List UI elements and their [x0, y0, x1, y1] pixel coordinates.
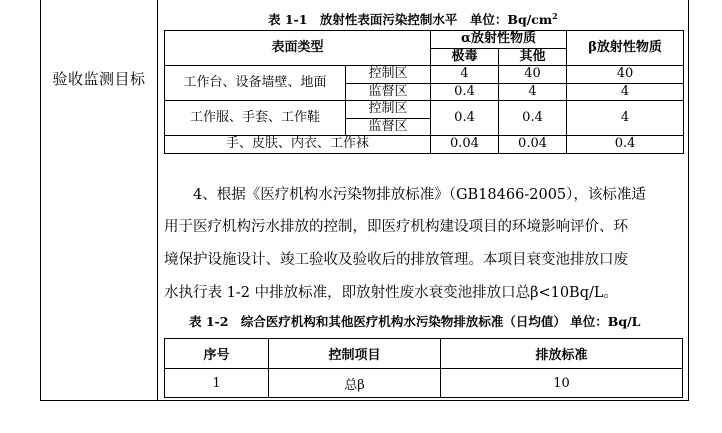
- table1-caption: [268, 10, 558, 28]
- table-cell-value: 0.4: [431, 101, 499, 136]
- table-cell: 10: [441, 369, 683, 398]
- header-alpha-other: 其他: [499, 48, 567, 66]
- table-cell-value: 4: [567, 101, 684, 136]
- table-cell-zone: 控制区: [346, 101, 431, 119]
- table2-caption: 表 1-2 综合医疗机构和其他医疗机构水污染物排放标准（日均值） 单位：Bq/L: [189, 314, 641, 329]
- table1-caption-superscript: 2: [552, 10, 558, 21]
- surface-contamination-table: [164, 30, 684, 154]
- table-cell-value: 0.4: [431, 83, 499, 101]
- table-cell-value: 4: [499, 83, 567, 101]
- header-surface-type: 表面类型: [165, 31, 431, 66]
- table-cell-zone: 监督区: [346, 118, 431, 136]
- table-cell-value: 4: [431, 66, 499, 84]
- table-cell-zone: 监督区: [346, 83, 431, 101]
- table-cell-value: 40: [567, 66, 684, 84]
- table-cell-value: 40: [499, 66, 567, 84]
- paragraph-line: 水执行表 1-2 中排放标准，即放射性废水衰变池排放口总β<10Bq/L。: [164, 285, 619, 301]
- table-header: 控制项目: [269, 339, 441, 369]
- table-cell: 总β: [269, 369, 441, 398]
- table-row: [165, 369, 683, 398]
- table-cell-zone: 控制区: [346, 66, 431, 84]
- frame-divider: [157, 0, 158, 401]
- table-header: 序号: [165, 339, 269, 369]
- header-alpha: α放射性物质: [431, 31, 567, 49]
- section-label: 验收监测目标: [52, 70, 146, 88]
- table-cell: 1: [165, 369, 269, 398]
- table1-caption-text: 表 1-1 放射性表面污染控制水平 单位：Bq/cm: [268, 12, 553, 27]
- frame-left-border: [40, 0, 41, 401]
- discharge-standard-table: [164, 338, 683, 398]
- table-header: 排放标准: [441, 339, 683, 369]
- table-cell-surface: 工作台、设备墙壁、地面: [165, 66, 346, 101]
- table-cell-value: 0.04: [499, 136, 567, 154]
- paragraph-line: 4、根据《医疗机构水污染物排放标准》（GB18466-2005），该标准适: [164, 187, 646, 203]
- table-cell-value: 0.04: [431, 136, 499, 154]
- frame-right-border: [688, 0, 689, 401]
- paragraph-line: 境保护设施设计、竣工验收及验收后的排放管理。本项目衰变池排放口废: [164, 252, 628, 268]
- header-beta: β放射性物质: [567, 31, 684, 66]
- table-cell-value: 0.4: [499, 101, 567, 136]
- table-cell-surface: 手、皮肤、内衣、工作袜: [165, 136, 431, 154]
- paragraph-line: 用于医疗机构污水排放的控制，即医疗机构建设项目的环境影响评价、环: [164, 219, 628, 235]
- table-cell-surface: 工作服、手套、工作鞋: [165, 101, 346, 136]
- table-cell-value: 0.4: [567, 136, 684, 154]
- frame-bottom-border: [40, 400, 689, 401]
- header-alpha-extreme: 极毒: [431, 48, 499, 66]
- table-cell-value: 4: [567, 83, 684, 101]
